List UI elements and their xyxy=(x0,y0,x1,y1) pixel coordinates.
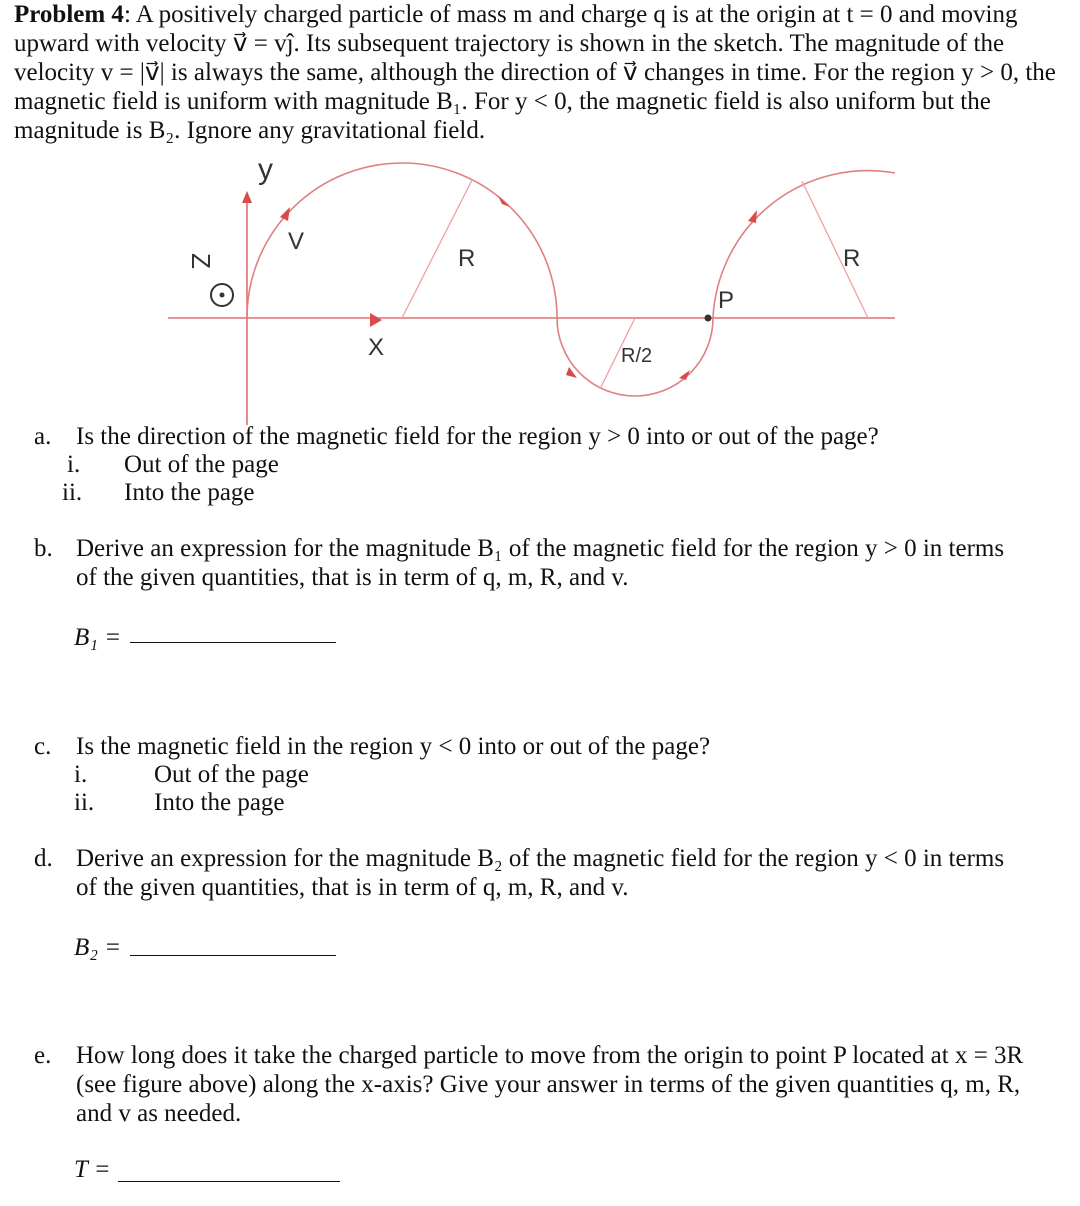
problem-intro-text: : A positively charged particle of mass m and charge q is at the origin at t = 0 and moving upward with velocity v⃗ = vĵ. Its subsequent trajectory is shown in the sketch. The magnitude of the velocity v = |v⃗| is always the same, although the direction of v⃗ changes in time. For the region y > 0, the magnetic field is uniform with magnitude B₁. For y < 0, the magnetic field is also uniform but the magnitude is B₂. Ignore any gravitational field. xyxy=(14,1,1056,144)
question-d-text: Derive an expression for the magnitude B₂ of the magnetic field for the region y < 0 in terms of the given quantities, that is in term of q, m, R, and v. xyxy=(76,845,1005,901)
question-c-text: Is the magnetic field in the region y < 0 into or out of the page? xyxy=(76,733,711,760)
y-axis-arrow xyxy=(242,191,252,203)
answer-b2 xyxy=(74,934,121,962)
label-p: P xyxy=(718,287,735,314)
label-z: Z xyxy=(186,253,216,269)
label-y: y xyxy=(258,153,273,186)
label-r-1: R xyxy=(458,245,476,272)
question-b-label: b. xyxy=(34,535,53,562)
question-d-label: d. xyxy=(34,845,53,872)
option-text: Into the page xyxy=(154,789,285,816)
label-r-2: R xyxy=(843,245,861,272)
question-b-text: Derive an expression for the magnitude B₁ of the magnetic field for the region y > 0 in terms of the given quantities, that is in term of q, m, R, and v. xyxy=(76,535,1005,591)
trajectory-figure xyxy=(160,145,900,425)
trajectory-arc-3 xyxy=(713,171,895,318)
answer-b1-label: B₁ = xyxy=(74,624,122,651)
problem-intro xyxy=(14,0,1069,145)
label-r-half: R/2 xyxy=(621,345,653,367)
answer-t-label: T = xyxy=(74,1156,111,1183)
question-a-label: a. xyxy=(34,423,52,450)
option-number: i. xyxy=(67,451,81,478)
problem-heading: Problem 4 xyxy=(14,1,124,28)
question-e-text: How long does it take the charged particle to move from the origin to point P located at x = 3R (see figure above) along the x-axis? Give your answer in terms of the given quantities q, m, R, and v as needed. xyxy=(76,1042,1024,1127)
label-x: X xyxy=(368,334,385,361)
answer-t-line xyxy=(118,1181,340,1182)
out-of-page-dot xyxy=(220,293,225,298)
answer-b2-label: B₂ = xyxy=(74,934,122,961)
answer-b2-line xyxy=(130,955,336,956)
option-number: i. xyxy=(74,761,88,788)
answer-t xyxy=(74,1156,111,1184)
x-direction-arrow xyxy=(370,313,382,327)
option-text: Out of the page xyxy=(154,761,309,788)
question-c-label: c. xyxy=(34,733,52,760)
option-text: Into the page xyxy=(124,479,255,506)
answer-b1 xyxy=(74,624,121,652)
option-text: Out of the page xyxy=(124,451,279,478)
question-a-text: Is the direction of the magnetic field for the region y > 0 into or out of the page? xyxy=(76,423,879,450)
option-number: ii. xyxy=(62,479,83,506)
answer-b1-line xyxy=(130,642,336,643)
label-v: V xyxy=(288,228,305,255)
point-p xyxy=(705,315,712,322)
velocity-arrow-5 xyxy=(748,210,757,223)
option-number: ii. xyxy=(74,789,95,816)
velocity-arrow-1 xyxy=(280,207,290,221)
question-e-label: e. xyxy=(34,1042,52,1069)
